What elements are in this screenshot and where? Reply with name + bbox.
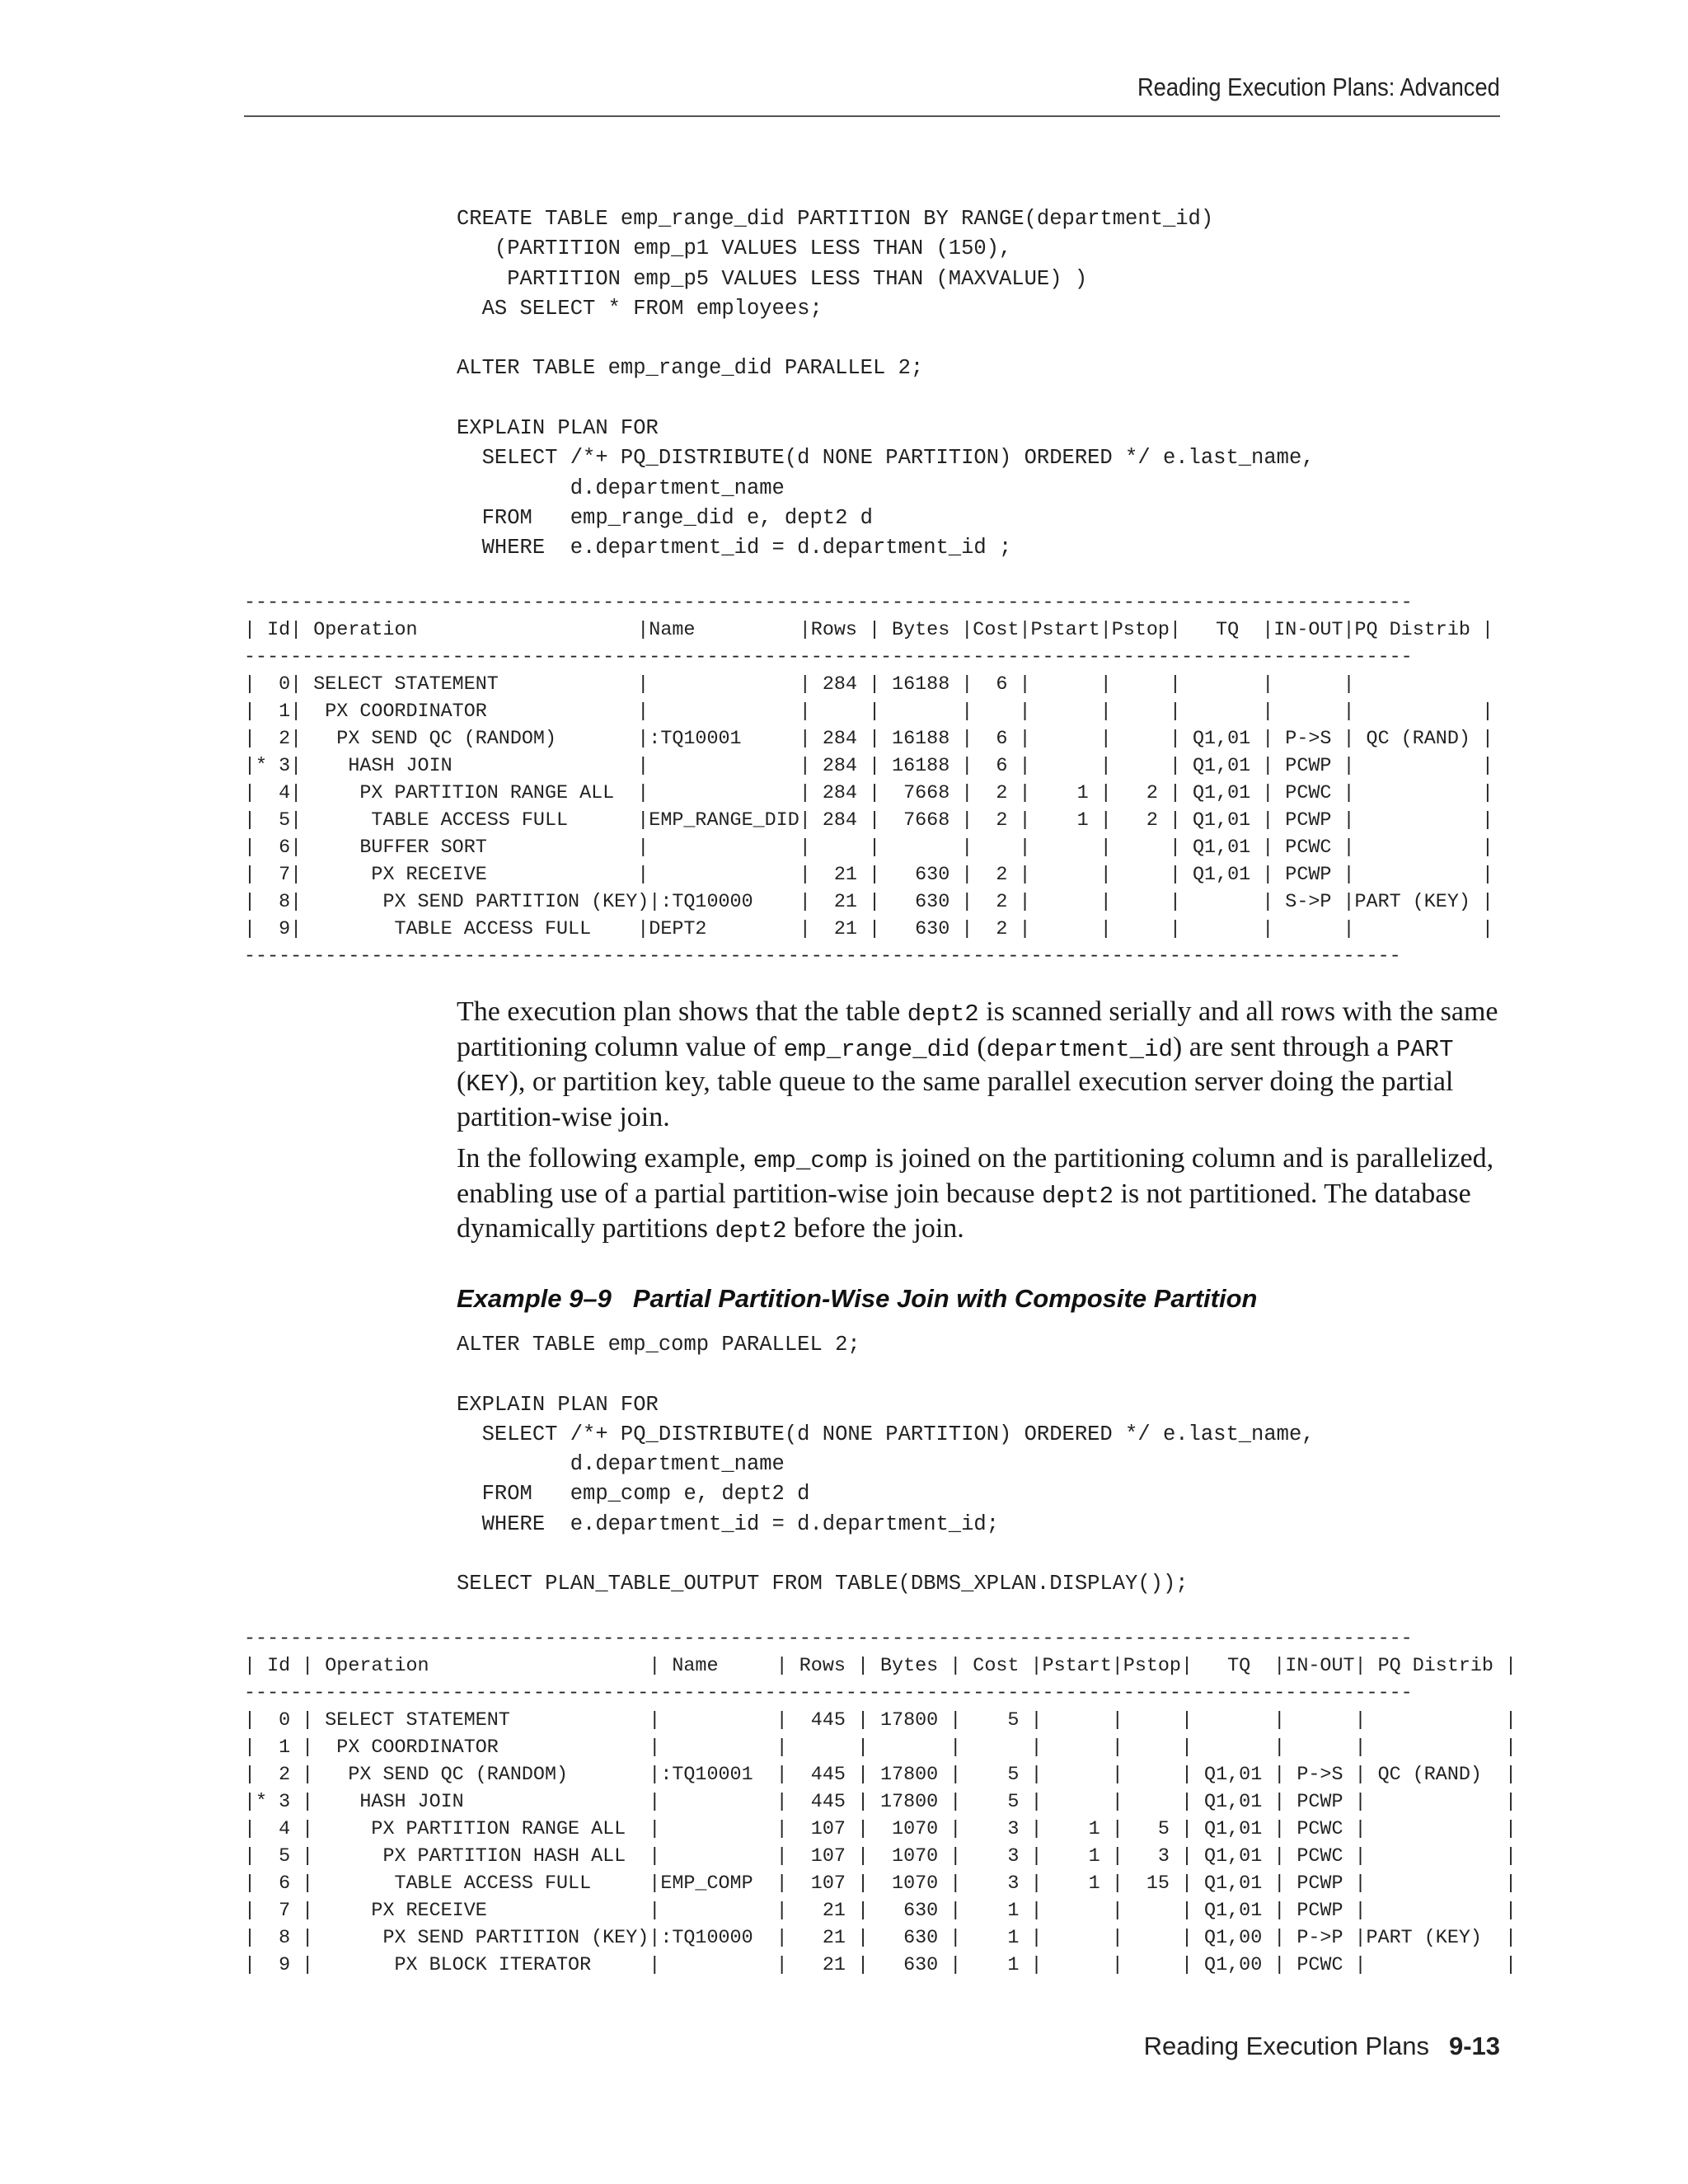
inline-code: department_id [986, 1035, 1173, 1063]
text-run: In the following example, [457, 1143, 753, 1174]
text-run: is joined on the partitioning column and is parallelized, enabling use of a partial partition-wise join because [457, 1143, 1494, 1209]
text-run: ) are sent through a [1172, 1031, 1396, 1062]
inline-code: emp_range_did [783, 1035, 970, 1063]
code-block-create-table: CREATE TABLE emp_range_did PARTITION BY RANGE(department_id) (PARTITION emp_p1 VALUES LESS THAN (150), PARTITION emp_p5 VALUES LESS THAN (MAXVALUE) ) AS SELECT * FROM employees; ALTER TABLE emp_range_did PARALLEL 2; EXPLAIN PLAN FOR SELECT /*+ PQ_DISTRIBUTE(d NONE PARTITION) ORDERED */ e.last_name, d.department_name FROM emp_range_did e, dept2 d WHERE e.department_id = d.department_id ; [457, 207, 1315, 560]
page-header [244, 71, 1500, 117]
inline-code: KEY [466, 1071, 509, 1098]
inline-code: emp_comp [753, 1147, 868, 1174]
example-title: Partial Partition-Wise Join with Composite Partition [632, 1284, 1258, 1313]
page-number: 9-13 [1448, 2032, 1500, 2060]
running-header-title: Reading Execution Plans: Advanced [1137, 73, 1500, 101]
text-run: The execution plan shows that the table [457, 996, 907, 1027]
footer-section-title: Reading Execution Plans [1143, 2032, 1429, 2060]
paragraph-plan-explanation [457, 996, 1503, 1133]
example-number: Example 9–9 [457, 1284, 612, 1313]
example-heading [457, 1284, 1257, 1314]
text-run: ( [457, 1066, 467, 1097]
inline-code: PART [1395, 1035, 1454, 1063]
inline-code: dept2 [1041, 1182, 1114, 1210]
execution-plan-table-2: ----------------------------------------------------------------------------------------------------- | Id | Operation | Name | Rows | Bytes | Cost |Pstart|Pstop| TQ |IN-OUT| PQ Distrib | ----------------------------------------------------------------------------------------------------- | 0 | SELECT STATEMENT | | 445 | 17800 | 5 | | | | | | | 1 | PX COORDINATOR | | | | | | | | | | | 2 | PX SEND QC (RANDOM) |:TQ10001 | 445 | 17800 | 5 | | | Q1,01 | P->S | QC (RAND) | |* 3 | HASH JOIN | | 445 | 17800 | 5 | | | Q1,01 | PCWP | | | 4 | PX PARTITION RANGE ALL | | 107 | 1070 | 3 | 1 | 5 | Q1,01 | PCWC | | | 5 | PX PARTITION HASH ALL | | 107 | 1070 | 3 | 1 | 3 | Q1,01 | PCWC | | | 6 | TABLE ACCESS FULL |EMP_COMP | 107 | 1070 | 3 | 1 | 15 | Q1,01 | PCWP | | | 7 | PX RECEIVE | | 21 | 630 | 1 | | | Q1,01 | PCWP | | | 8 | PX SEND PARTITION (KEY)|:TQ10000 | 21 | 630 | 1 | | | Q1,00 | P->P |PART (KEY) | | 9 | PX BLOCK ITERATOR | | 21 | 630 | 1 | | | Q1,00 | PCWC | | [244, 1629, 1517, 1976]
text-run: is scanned serially and all rows with the same partitioning column value of [457, 996, 1498, 1062]
text-run: ), or partition key, table queue to the same parallel execution server doing the partial partition-wise join. [457, 1066, 1454, 1132]
code-block-example: ALTER TABLE emp_comp PARALLEL 2; EXPLAIN PLAN FOR SELECT /*+ PQ_DISTRIBUTE(d NONE PARTITION) ORDERED */ e.last_name, d.department_name FROM emp_comp e, dept2 d WHERE e.department_id = d.department_id; SELECT PLAN_TABLE_OUTPUT FROM TABLE(DBMS_XPLAN.DISPLAY()); [457, 1333, 1315, 1596]
text-run: before the join. [786, 1213, 964, 1244]
text-run: is not partitioned. The database dynamically partitions [457, 1178, 1471, 1244]
inline-code: dept2 [907, 1001, 979, 1028]
page-footer [1144, 2032, 1500, 2061]
text-run: ( [969, 1031, 987, 1062]
execution-plan-table-1: ----------------------------------------------------------------------------------------------------- | Id| Operation |Name |Rows | Bytes |Cost|Pstart|Pstop| TQ |IN-OUT|PQ Distrib | ----------------------------------------------------------------------------------------------------- | 0| SELECT STATEMENT | | 284 | 16188 | 6 | | | | | | 1| PX COORDINATOR | | | | | | | | | | | 2| PX SEND QC (RANDOM) |:TQ10001 | 284 | 16188 | 6 | | | Q1,01 | P->S | QC (RAND) | |* 3| HASH JOIN | | 284 | 16188 | 6 | | | Q1,01 | PCWP | | | 4| PX PARTITION RANGE ALL | | 284 | 7668 | 2 | 1 | 2 | Q1,01 | PCWC | | | 5| TABLE ACCESS FULL |EMP_RANGE_DID| 284 | 7668 | 2 | 1 | 2 | Q1,01 | PCWP | | | 6| BUFFER SORT | | | | | | | Q1,01 | PCWC | | | 7| PX RECEIVE | | 21 | 630 | 2 | | | Q1,01 | PCWP | | | 8| PX SEND PARTITION (KEY)|:TQ10000 | 21 | 630 | 2 | | | | S->P |PART (KEY) | | 9| TABLE ACCESS FULL |DEPT2 | 21 | 630 | 2 | | | | | | ---------------------------------------------------------------------------------------------------- [244, 593, 1493, 968]
paragraph-example-intro [457, 1142, 1503, 1248]
inline-code: dept2 [715, 1217, 787, 1244]
